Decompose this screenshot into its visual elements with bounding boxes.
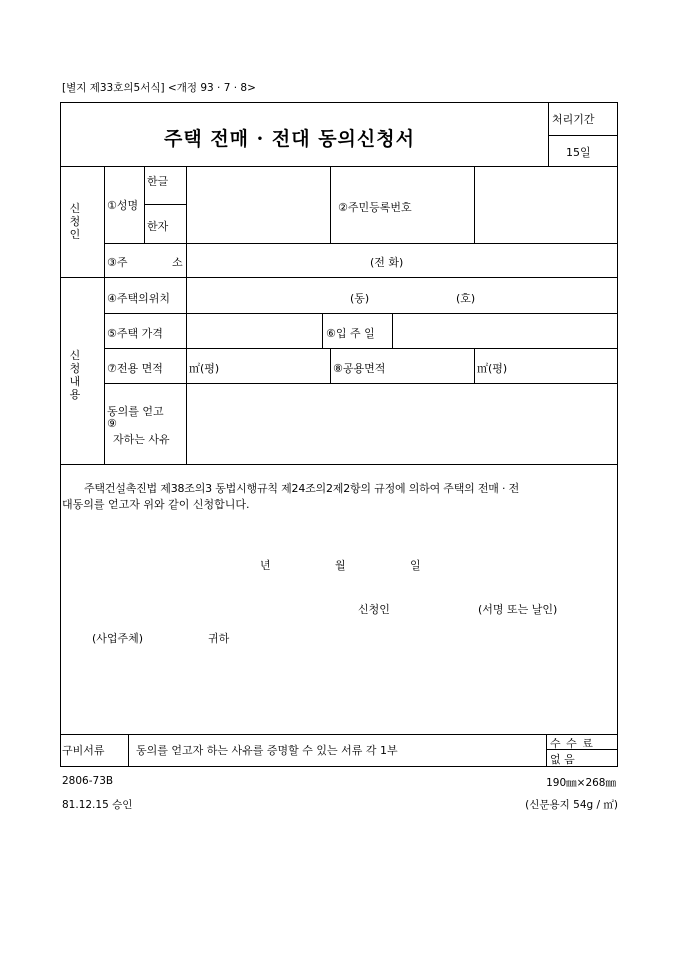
reason-label-line2: 자하는 사유 [113, 433, 170, 446]
date-day-label: 일 [410, 559, 421, 572]
signature-or-seal-label: (서명 또는 날인) [478, 603, 558, 616]
paper-size: 190㎜×268㎜ [546, 777, 616, 789]
common-area-label: ⑧공용면적 [333, 362, 386, 375]
required-documents-label: 구비서류 [62, 744, 105, 757]
applicant-signature-label: 신청인 [358, 603, 390, 616]
frame-left [60, 102, 61, 767]
exclusive-area-label: ⑦전용 면적 [107, 362, 163, 375]
name-label: ①성명 [107, 199, 139, 212]
hangul-label: 한글 [147, 175, 169, 188]
processing-period-label: 처리기간 [552, 113, 595, 126]
move-in-date-label: ⑥입 주 일 [326, 327, 375, 340]
form-header-note: [별지 제33호의5서식] <개정 93 · 7 · 8> [62, 82, 256, 94]
frame-bottom [60, 766, 618, 767]
form-title: 주택 전매 · 전대 동의신청서 [164, 128, 415, 150]
resident-number-label: ②주민등록번호 [338, 201, 412, 214]
approval-date: 81.12.15 승인 [62, 799, 133, 811]
honorific-label: 귀하 [208, 632, 230, 645]
ho-label: (호) [456, 292, 476, 305]
form-code: 2806-73B [62, 775, 114, 787]
applicant-section-label: 신청인 [69, 202, 81, 241]
processing-period-value: 15일 [566, 146, 591, 159]
common-area-unit: ㎡(평) [477, 362, 508, 375]
fee-label: 수 수 료 [550, 737, 594, 750]
exclusive-area-unit: ㎡(평) [189, 362, 220, 375]
frame-right [617, 102, 618, 767]
recipient-label: (사업주체) [92, 632, 144, 645]
address-label-part2: 소 [172, 256, 183, 269]
house-location-label: ④주택의위치 [107, 292, 170, 305]
date-month-label: 월 [335, 559, 346, 572]
statement-line1: 주택건설촉진법 제38조의3 동법시행규칙 제24조의2제2항의 규정에 의하여 주택의 전매 · 전 [84, 482, 520, 495]
paper-spec: (신문용지 54g / ㎡) [525, 799, 618, 811]
required-documents-content: 동의를 얻고자 하는 사유를 증명할 수 있는 서류 각 1부 [136, 744, 398, 757]
phone-label: (전 화) [370, 256, 404, 269]
details-section-label: 신청내용 [69, 349, 81, 401]
reason-label-line1: 동의를 얻고 [107, 405, 164, 418]
date-year-label: 년 [260, 559, 271, 572]
fee-value: 없 음 [550, 753, 575, 766]
dong-label: (동) [350, 292, 370, 305]
house-price-label: ⑤주택 가격 [107, 327, 163, 340]
frame-top [60, 102, 618, 103]
address-label-part1: ③주 [107, 256, 128, 269]
reason-label-number: ⑨ [107, 417, 117, 430]
hanja-label: 한자 [147, 220, 169, 233]
statement-line2: 대동의를 얻고자 위와 같이 신청합니다. [62, 498, 250, 511]
